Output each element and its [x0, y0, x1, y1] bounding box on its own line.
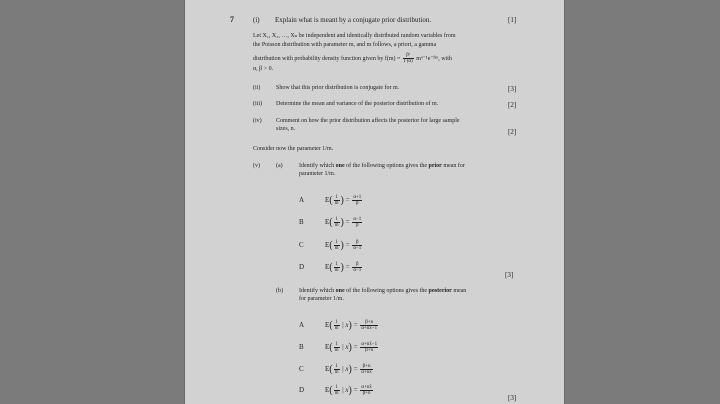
a-option-d-lhs-num: 1: [335, 261, 338, 267]
pdf-denominator: Γ(α): [403, 59, 413, 64]
b-option-d-rhs-den: β+n: [362, 390, 371, 396]
pdf-fraction: [403, 53, 414, 64]
a-option-c-rhs-den: α−1: [353, 245, 362, 251]
part-v-b-text-1b: one: [335, 288, 345, 294]
setup-line-4: α, β > 0.: [253, 66, 274, 72]
pdf-numerator: βᵅ: [403, 53, 414, 59]
part-iii-label: (iii): [253, 101, 262, 107]
a-option-a-lhs-num: 1: [335, 194, 338, 200]
part-iv-label: (iv): [253, 118, 262, 124]
setup-line-3b: mᵅ⁻¹e⁻ᵝᵐ, with: [416, 55, 452, 62]
b-option-d: D E( $\frac{1}{m}$ | x) = $\frac{\alpha+nx̄}{\beta+n}$: [299, 384, 372, 396]
setup-line-2: the Poisson distribution with parameter m, and m follows, a priori, a gamma: [253, 42, 437, 48]
setup-line-3: [253, 53, 452, 64]
part-v-a-text-1e: mean for: [441, 163, 465, 169]
a-option-b-rhs-num: α−1: [353, 216, 362, 222]
part-iv-text-1: Comment on how the prior distribution affects the posterior for large sample: [276, 118, 460, 124]
part-iv-marks: [2]: [508, 128, 517, 136]
part-v-b-text-2: for parameter 1/m.: [299, 296, 344, 302]
a-option-d-letter: D: [299, 263, 305, 271]
part-v-a-text-1c: of the following options gives the: [344, 163, 429, 169]
a-option-a-letter: A: [299, 196, 305, 204]
part-ii-label: (ii): [253, 85, 261, 91]
a-option-a: A E( $\frac{1}{m}$ ) = $\frac{\alpha+1}{\beta}$: [299, 194, 362, 206]
part-v-a-marks: [3]: [505, 271, 514, 279]
part-v-b-text-1a: Identify which: [299, 288, 336, 294]
part-iii-text: Determine the mean and variance of the posterior distribution of m.: [276, 101, 439, 107]
b-option-a-letter: A: [299, 321, 305, 329]
part-v-a-text-2: parameter 1/m.: [299, 171, 336, 177]
part-v-a-text-1: [299, 163, 465, 170]
part-v-a-text-1b: one: [335, 163, 345, 169]
b-option-b-rhs-den: β+n: [365, 347, 374, 353]
part-ii-text: Show that this prior distribution is conjugate for m.: [276, 85, 400, 91]
exam-page: [185, 0, 564, 404]
part-v-a-label: (a): [276, 163, 283, 169]
a-option-b: B E( $\frac{1}{m}$ ) = $\frac{\alpha-1}{\beta}$: [299, 216, 362, 228]
setup-line-3a: distribution with probability density function given by f(m) =: [253, 55, 401, 62]
b-option-d-rhs-num: α+nx̄: [361, 384, 372, 390]
a-option-b-letter: B: [299, 218, 304, 226]
part-v-b-text-1e: mean: [451, 288, 467, 294]
b-option-b-rhs-num: α+nx̄−1: [361, 341, 378, 347]
part-v-b-label: (b): [276, 288, 283, 294]
a-option-a-rhs-den: β: [356, 200, 359, 206]
part-ii-marks: [3]: [508, 85, 517, 93]
a-option-c-rhs-num: β: [352, 240, 362, 246]
a-option-b-lhs-den: m: [334, 222, 339, 228]
a-option-a-rhs-num: α+1: [353, 194, 362, 200]
b-option-a: A E( $\frac{1}{m}$ | x) = $\frac{\beta+n}{\alpha+nx̄-1}$: [299, 319, 378, 331]
a-option-c-lhs-num: 1: [335, 239, 338, 245]
part-i-text: Explain what is meant by a conjugate prior distribution.: [275, 16, 432, 24]
question-number: 7: [230, 15, 234, 24]
b-option-d-letter: D: [299, 386, 305, 394]
b-option-a-rhs-num: β+n: [360, 320, 378, 326]
b-option-b-letter: B: [299, 343, 304, 351]
b-option-c-rhs-den: α+nx̄: [361, 369, 372, 375]
part-i-marks: [1]: [508, 16, 517, 24]
part-v-b-marks: [3]: [508, 394, 517, 402]
a-option-b-rhs-den: β: [356, 222, 359, 228]
a-option-d-lhs-den: m: [334, 267, 339, 273]
a-option-c-lhs-den: m: [334, 245, 339, 251]
part-i-label: (i): [253, 16, 260, 24]
a-option-c: C E( $\frac{1}{m}$ ) = $\frac{\beta}{\alpha-1}$: [299, 239, 362, 251]
part-v-label: (v): [253, 163, 260, 169]
a-option-d: D E( $\frac{1}{m}$ ) = $\frac{\beta}{\alpha-1}$: [299, 261, 362, 273]
part-v-b-text-1: [299, 288, 466, 295]
a-option-c-letter: C: [299, 241, 304, 249]
a-option-d-rhs-num: β: [352, 262, 362, 268]
part-v-b-text-1d: posterior: [428, 288, 452, 294]
part-iv-text-2: sizes, n.: [276, 126, 296, 132]
b-option-c: C E( $\frac{1}{m}$ | x) = $\frac{\beta+n}{\alpha+nx̄}$: [299, 363, 372, 375]
part-v-b-text-1c: of the following options gives the: [344, 288, 429, 294]
a-option-b-lhs-num: 1: [335, 216, 338, 222]
consider-text: Consider now the parameter 1/m.: [253, 146, 334, 152]
b-option-a-rhs-den: α+nx̄−1: [361, 325, 378, 331]
setup-line-1: Let X₁, X₂, …, Xₙ be independent and identically distributed random variables from: [253, 33, 456, 39]
a-option-a-lhs-den: m: [334, 200, 339, 206]
b-option-c-letter: C: [299, 365, 304, 373]
part-v-a-text-1d: prior: [428, 163, 442, 169]
a-option-d-rhs-den: α−1: [353, 267, 362, 273]
part-v-a-text-1a: Identify which: [299, 163, 336, 169]
b-option-b: B E( $\frac{1}{m}$ | x) = $\frac{\alpha+nx̄-1}{\beta+n}$: [299, 341, 378, 353]
part-iii-marks: [2]: [508, 101, 517, 109]
b-option-c-rhs-num: β+n: [360, 364, 372, 370]
